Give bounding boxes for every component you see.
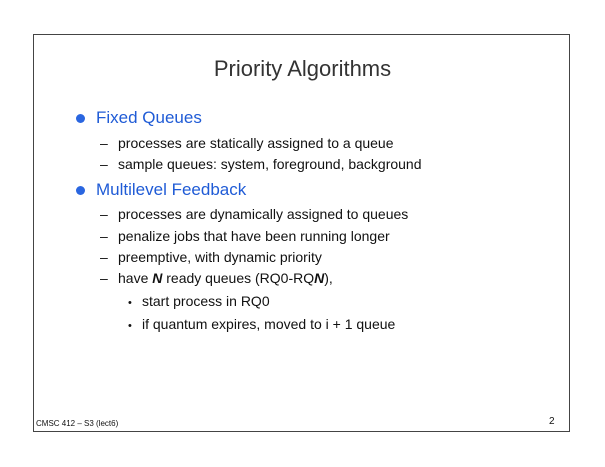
sub-item bbox=[100, 206, 408, 222]
dash-marker: – bbox=[100, 156, 108, 172]
sub-item-emph2: N bbox=[314, 270, 325, 286]
sub-item bbox=[100, 270, 333, 286]
sub-item bbox=[100, 135, 394, 151]
sub-item-text: penalize jobs that have been running longer bbox=[118, 228, 390, 244]
sub-item bbox=[100, 228, 390, 244]
sub-item-text: processes are statically assigned to a queue bbox=[118, 135, 394, 151]
sub-item-text: sample queues: system, foreground, background bbox=[118, 156, 422, 172]
sub-item-middle: ready queues (RQ0-RQ bbox=[162, 270, 315, 286]
subbullet-mark: • bbox=[128, 320, 132, 332]
sub-item bbox=[100, 249, 322, 265]
subsub-item-text: start process in RQ0 bbox=[142, 293, 270, 309]
sub-item-prefix: have bbox=[118, 270, 153, 286]
footer-course-label: CMSC 412 – S3 (lect6) bbox=[36, 419, 119, 428]
dash-marker: – bbox=[100, 228, 108, 244]
dash-marker: – bbox=[100, 135, 108, 151]
bullet-multilevel-feedback: Multilevel Feedback bbox=[96, 180, 247, 199]
dash-marker: – bbox=[100, 270, 108, 286]
bullet-fixed-queues: Fixed Queues bbox=[96, 108, 202, 127]
sub-item-suffix: ), bbox=[324, 270, 333, 286]
subsub-item bbox=[128, 316, 395, 332]
subsub-item-text: if quantum expires, moved to i + 1 queue bbox=[142, 316, 396, 332]
sub-item bbox=[100, 156, 422, 172]
bullet-dot bbox=[76, 186, 85, 195]
dash-marker: – bbox=[100, 206, 108, 222]
bullet-dot bbox=[76, 114, 85, 123]
sub-item-text: processes are dynamically assigned to queues bbox=[118, 206, 409, 222]
sub-item-text: preemptive, with dynamic priority bbox=[118, 249, 322, 265]
slide-title: Priority Algorithms bbox=[213, 56, 392, 81]
page-number: 2 bbox=[549, 416, 555, 427]
subsub-item bbox=[128, 293, 270, 309]
sub-item-emph: N bbox=[152, 270, 163, 286]
subbullet-mark: • bbox=[128, 297, 132, 309]
dash-marker: – bbox=[100, 249, 108, 265]
